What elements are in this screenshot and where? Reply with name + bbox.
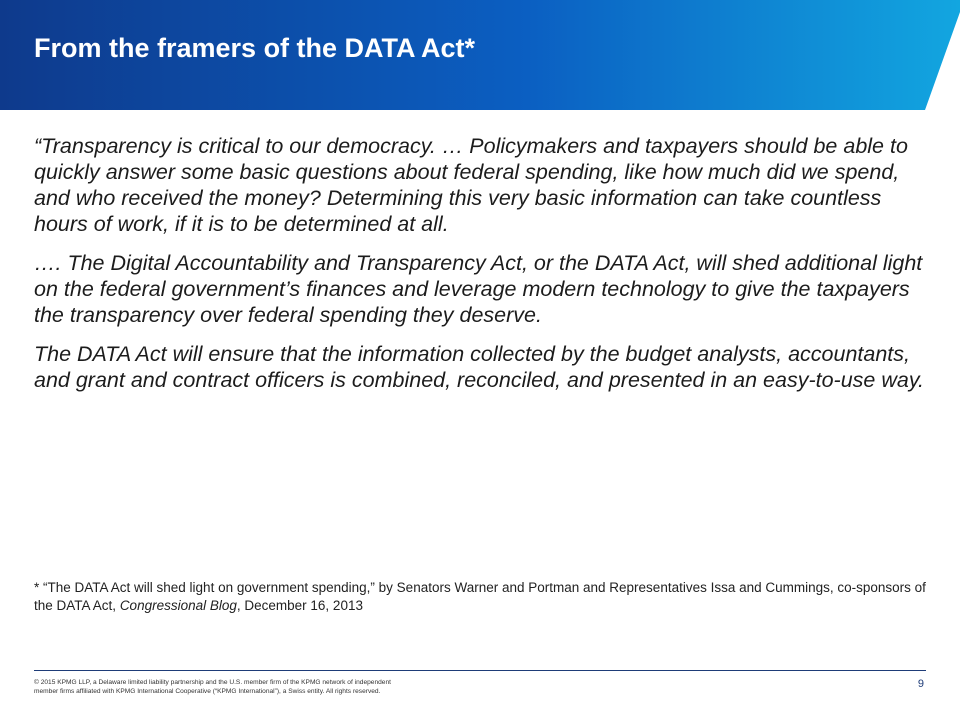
footnote-text: * “The DATA Act will shed light on government spending,” by Senators Warner and Portman and Representatives Issa and Cummings, co-sponsors of the DATA Act, — [34, 580, 926, 613]
copyright-notice — [34, 678, 504, 696]
footnote-source: Congressional Blog — [119, 598, 237, 613]
footnote-date: , December 16, 2013 — [236, 598, 363, 613]
footer-divider — [34, 670, 926, 671]
quote-block — [34, 133, 934, 406]
page-number: 9 — [917, 678, 924, 690]
copyright-line-1: © 2015 KPMG LLP, a Delaware limited liability partnership and the U.S. member firm of the KPMG network of independent — [34, 679, 391, 686]
quote-paragraph-3: The DATA Act will ensure that the information collected by the budget analysts, accountants, and grant and contract officers is combined, reconciled, and presented in an easy-to-use way. — [34, 342, 924, 392]
copyright-line-2: member firms affiliated with KPMG International Cooperative (“KPMG International”), a Swiss entity. All rights reserved. — [34, 688, 381, 695]
quote-paragraph-2: …. The Digital Accountability and Transparency Act, or the DATA Act, will shed additional light on the federal government’s finances and leverage modern technology to give the taxpayers the transparency over federal spending they deserve. — [34, 251, 923, 327]
slide-title: From the framers of the DATA Act* — [34, 33, 476, 63]
footnote — [34, 579, 934, 615]
quote-paragraph-1: “Transparency is critical to our democracy. … Policymakers and taxpayers should be able to quickly answer some basic questions about federal spending, like how much did we spend, and who received the money? Determining this very basic information can take countless hours of work, if it is to be determined at all. — [34, 134, 908, 236]
